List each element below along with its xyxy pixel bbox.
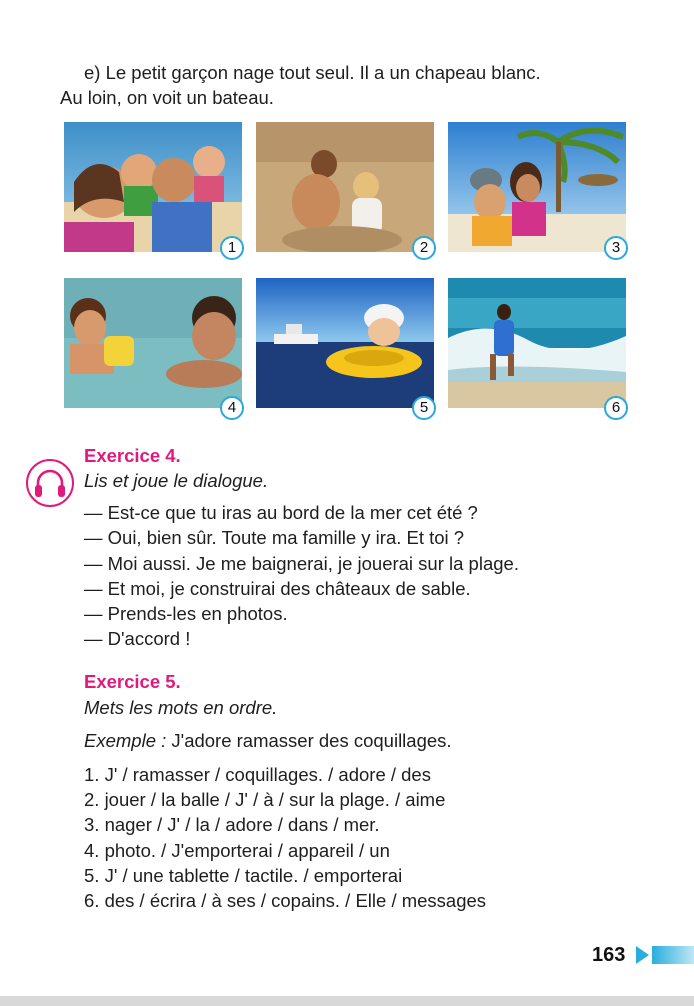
- photo-number-4: 4: [220, 396, 244, 420]
- list-item: 6. des / écrira / à ses / copains. / Elle / messages: [84, 890, 487, 912]
- exercise-5-list: [84, 762, 486, 913]
- photo-family-beach: [64, 122, 242, 252]
- page-number: 163: [592, 944, 626, 966]
- intro-line-2: Au loin, on voit un bateau.: [60, 87, 274, 108]
- dialogue-line: — Oui, bien sûr. Toute ma famille y ira. Et toi ?: [84, 527, 465, 549]
- photo-number-1: 1: [220, 236, 244, 260]
- photo-number-6: 6: [604, 396, 628, 420]
- list-item: 4. photo. / J'emporterai / appareil / un: [84, 839, 390, 861]
- example-text: J'adore ramasser des coquillages.: [171, 730, 452, 751]
- photo-number-3: 3: [604, 236, 628, 260]
- dialogue-line: — Moi aussi. Je me baignerai, je jouerai sur la plage.: [84, 552, 519, 574]
- photo-children-sand: [256, 122, 434, 252]
- exercise-4-title: Exercice 4.: [84, 445, 181, 466]
- example-label: Exemple :: [84, 730, 167, 751]
- list-item: 5. J' / une tablette / tactile. / emporterai: [84, 864, 403, 886]
- exercise-4-dialogue: [84, 500, 519, 652]
- exercise-4-instruction: Lis et joue le dialogue.: [84, 470, 269, 491]
- dialogue-line: — Est-ce que tu iras au bord de la mer cet été ?: [84, 502, 478, 523]
- list-item: 1. J' / ramasser / coquillages. / adore / des: [84, 764, 431, 785]
- headphones-icon: [25, 458, 75, 508]
- exercise-5-instruction: Mets les mots en ordre.: [84, 697, 278, 718]
- photo-mother-child-palm: [448, 122, 626, 252]
- dialogue-line: — Prends-les en photos.: [84, 603, 288, 625]
- page-tab-bar: [652, 946, 694, 964]
- intro-paragraph: [60, 60, 634, 110]
- photo-girl-waves: [448, 278, 626, 408]
- photo-number-5: 5: [412, 396, 436, 420]
- photo-boy-father-water: [64, 278, 242, 408]
- exercise-5-title: Exercice 5.: [84, 671, 181, 692]
- list-item: 3. nager / J' / la / adore / dans / mer.: [84, 814, 380, 836]
- dialogue-line: — D'accord !: [84, 628, 191, 650]
- dialogue-line: — Et moi, je construirai des châteaux de sable.: [84, 577, 471, 599]
- photo-number-2: 2: [412, 236, 436, 260]
- list-item: 2. jouer / la balle / J' / à / sur la plage. / aime: [84, 789, 446, 811]
- page-arrow-icon: [636, 946, 649, 964]
- exercise-5-example: [84, 730, 452, 752]
- photo-child-float-boat: [256, 278, 434, 408]
- intro-line-1: e) Le petit garçon nage tout seul. Il a un chapeau blanc.: [84, 62, 541, 83]
- bottom-strip: [0, 996, 694, 1006]
